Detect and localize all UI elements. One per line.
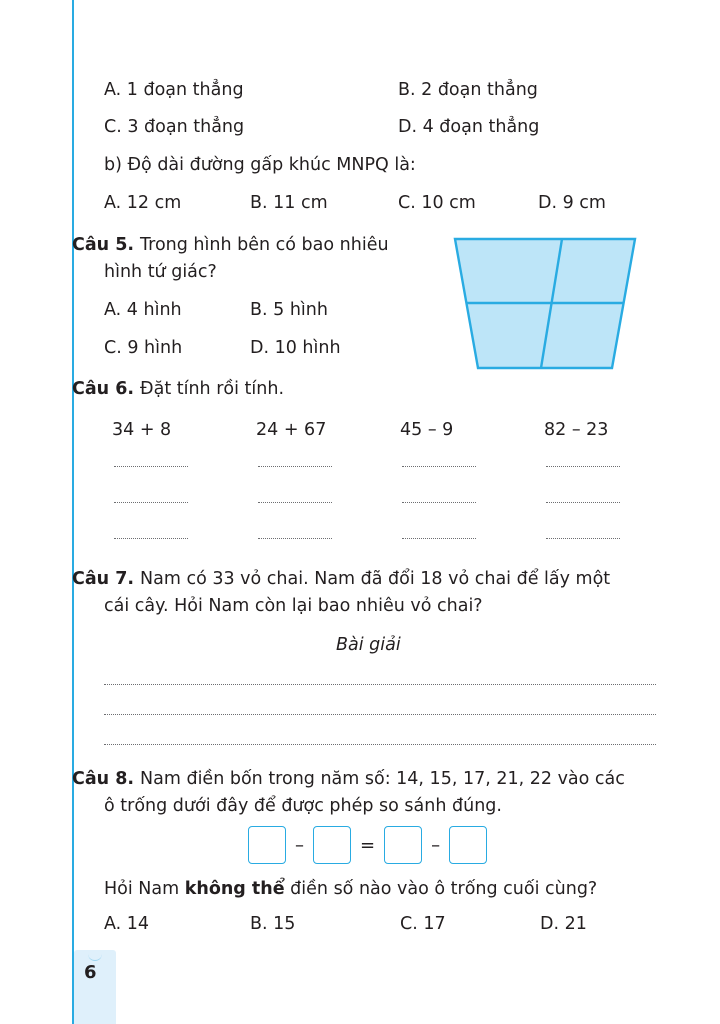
q8-option-a: A. 14 (104, 914, 150, 934)
q6-expression-1: 34 + 8 (112, 420, 172, 440)
q6-answer-line[interactable] (546, 466, 620, 467)
trapezoid-figure (452, 236, 638, 371)
page-number: 6 (84, 962, 97, 983)
q7-label: Câu 7. (72, 569, 135, 589)
q7-solution-heading: Bài giải (336, 635, 401, 655)
q7-answer-line[interactable] (104, 684, 656, 685)
q8-prompt-bold: không thể (184, 879, 285, 899)
q6-answer-line[interactable] (114, 502, 188, 503)
q8-box-3[interactable] (384, 826, 422, 864)
q5-text-line2: hình tứ giác? (104, 262, 217, 283)
page-left-rule (72, 0, 74, 1024)
q4-option-a: A. 1 đoạn thẳng (104, 80, 244, 100)
q5-option-c: C. 9 hình (104, 338, 183, 358)
q6-expression-4: 82 – 23 (544, 420, 609, 440)
q6-answer-line[interactable] (546, 502, 620, 503)
q8-symbol-minus-2: – (431, 834, 441, 856)
q8-option-b: B. 15 (250, 914, 296, 934)
q7-text-line1: Nam có 33 vỏ chai. Nam đã đổi 18 vỏ chai để lấy một (140, 569, 611, 589)
q6-answer-line[interactable] (258, 538, 332, 539)
q6-answer-line[interactable] (258, 502, 332, 503)
q4-option-d: D. 4 đoạn thẳng (398, 117, 540, 137)
q6-answer-line[interactable] (114, 538, 188, 539)
q8-text-line2: ô trống dưới đây để được phép so sánh đúng. (104, 796, 502, 817)
q4-part-b-text: b) Độ dài đường gấp khúc MNPQ là: (104, 155, 416, 175)
q4b-option-a: A. 12 cm (104, 193, 182, 213)
q8-option-d: D. 21 (540, 914, 587, 934)
q5-label: Câu 5. (72, 235, 135, 255)
q6-answer-line[interactable] (258, 466, 332, 467)
q8-symbol-equals: = (360, 834, 376, 856)
q4b-option-d: D. 9 cm (538, 193, 606, 213)
q5-option-b: B. 5 hình (250, 300, 328, 320)
q6-text: Đặt tính rồi tính. (140, 379, 285, 399)
q8-label: Câu 8. (72, 769, 135, 789)
q5-text-line1: Trong hình bên có bao nhiêu (140, 235, 389, 255)
q8-option-c: C. 17 (400, 914, 446, 934)
q5-option-a: A. 4 hình (104, 300, 182, 320)
question-7 (72, 566, 672, 620)
q4-option-b: B. 2 đoạn thẳng (398, 80, 538, 100)
q8-box-1[interactable] (248, 826, 286, 864)
q8-box-4[interactable] (449, 826, 487, 864)
q5-option-d: D. 10 hình (250, 338, 341, 358)
q4b-option-c: C. 10 cm (398, 193, 476, 213)
q8-prompt-pre: Hỏi Nam (104, 879, 185, 899)
question-5 (72, 232, 452, 286)
q6-label: Câu 6. (72, 379, 135, 399)
q7-answer-line[interactable] (104, 714, 656, 715)
q6-answer-line[interactable] (114, 466, 188, 467)
q8-prompt (104, 876, 597, 903)
q6-expression-2: 24 + 67 (256, 420, 327, 440)
q6-answer-line[interactable] (402, 466, 476, 467)
q7-text-line2: cái cây. Hỏi Nam còn lại bao nhiêu vỏ chai? (104, 596, 483, 617)
q8-text-line1: Nam điền bốn trong năm số: 14, 15, 17, 21, 22 vào các (140, 769, 625, 789)
q8-prompt-post: điền số nào vào ô trống cuối cùng? (284, 879, 598, 899)
q4-option-c: C. 3 đoạn thẳng (104, 117, 245, 137)
q6-answer-line[interactable] (402, 538, 476, 539)
q7-answer-line[interactable] (104, 744, 656, 745)
q8-symbol-minus-1: – (295, 834, 304, 856)
question-8 (72, 766, 672, 820)
q4b-option-b: B. 11 cm (250, 193, 328, 213)
question-6 (72, 376, 284, 403)
q8-box-2[interactable] (313, 826, 351, 864)
q8-equation (248, 826, 487, 864)
q6-answer-line[interactable] (402, 502, 476, 503)
q6-answer-line[interactable] (546, 538, 620, 539)
q6-expression-3: 45 – 9 (400, 420, 454, 440)
